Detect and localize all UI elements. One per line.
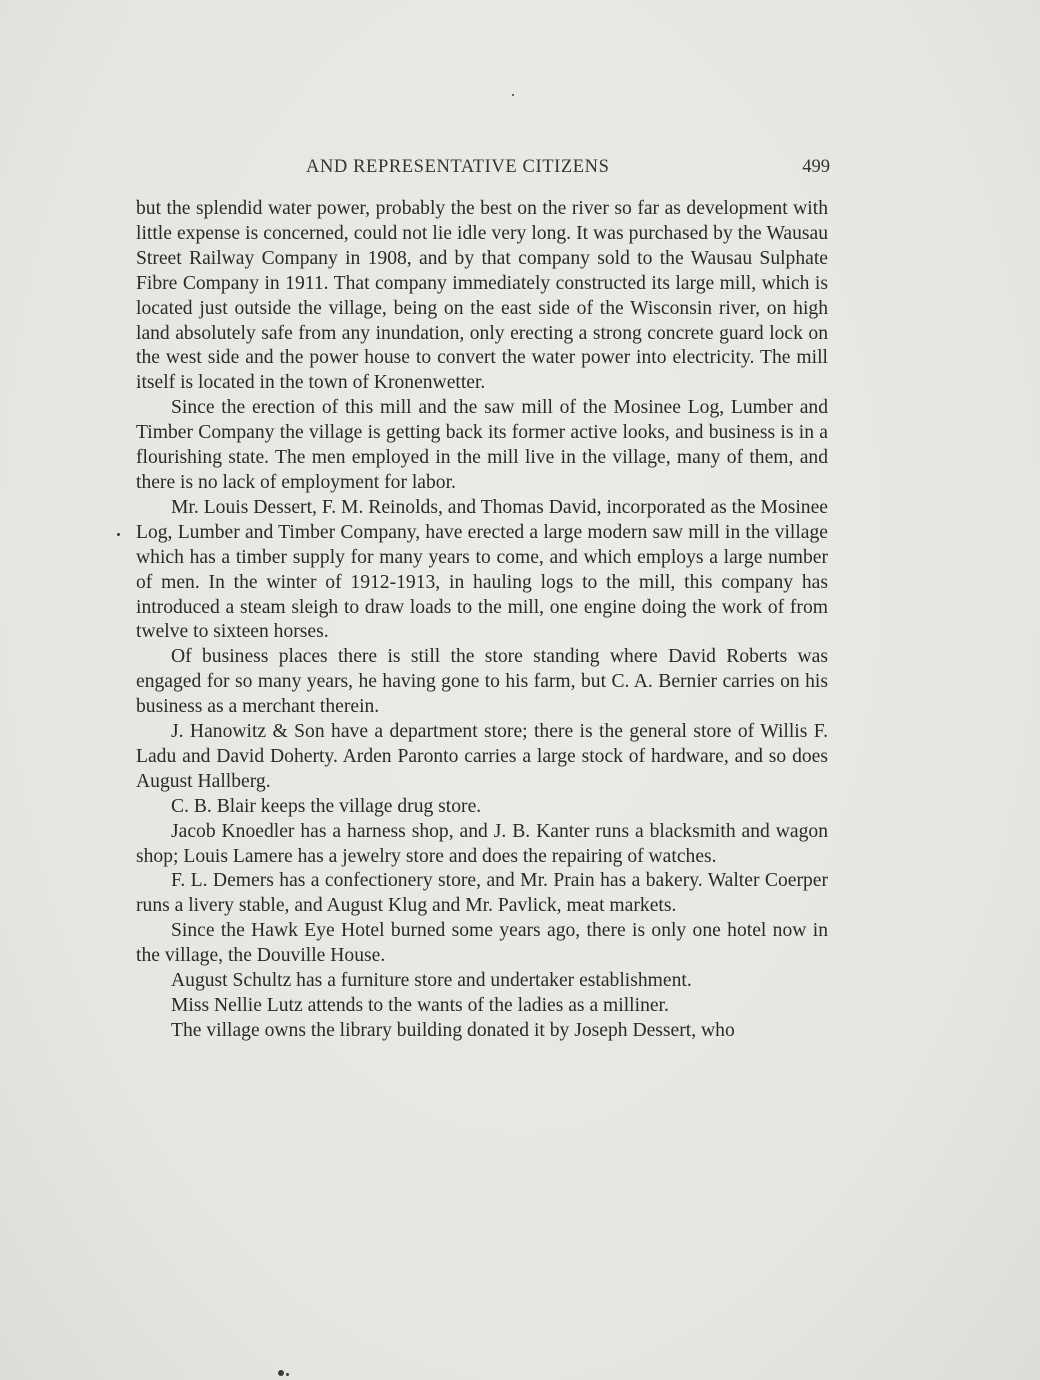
ink-speck [286,1373,289,1376]
paragraph-business-places: Of business places there is still the store standing where David Roberts was engaged for so many years, he having gone to his farm, but C. A. Bernier carries on his business as a merchant therein. [136,646,828,718]
paragraph-stores: J. Hanowitz & Son have a department store; there is the general store of Willis F. Ladu and David Doherty. Arden Paronto carries a large stock of hardware, and so does August Hallberg. [136,721,828,792]
paragraph-confectionery: F. L. Demers has a confectionery store, and Mr. Prain has a bakery. Walter Coerper runs a livery stable, and August Klug and Mr. Pavlick, meat markets. [136,870,828,917]
paragraph-library: The village owns the library building donated it by Joseph Dessert, who [171,1019,735,1041]
paragraph-harness-shop: Jacob Knoedler has a harness shop, and J. B. Kanter runs a blacksmith and wagon shop; Louis Lamere has a jewelry store and does the repairing of watches. [136,820,828,867]
paragraph-drug-store: C. B. Blair keeps the village drug store. [171,795,482,817]
paragraph-furniture-store: August Schultz has a furniture store and undertaker establishment. [171,970,692,992]
paragraph-milliner: Miss Nellie Lutz attends to the wants of the ladies as a milliner. [171,995,669,1016]
ink-speck [512,94,514,96]
paragraph-village-revival: Since the erection of this mill and the saw mill of the Mosinee Log, Lumber and Timber Company the village is getting back its former active looks, and business is in a flourishing state. The men employed in the mill live in the village, many of them, and there is no lack of employment for labor. [136,397,828,493]
paragraph-water-power: but the splendid water power, probably the best on the river so far as development with little expense is concerned, could not lie idle very long. It was purchased by the Wausau Street Railway Company in 1908, and by that company sold to the Wausau Sulphate Fibre Company in 1911. That company immediately constructed its large mill, which is located just outside the village, being on the east side of the Wisconsin river, on high land absolutely safe from any inundation, only erecting a strong concrete guard lock on the west side and the power house to convert the water power into electricity. The mill itself is located in the town of Kronenwetter. [136,198,828,394]
body-text [136,197,828,1044]
page-number: 499 [802,157,830,177]
ink-speck [278,1370,284,1376]
paragraph-saw-mill: Mr. Louis Dessert, F. M. Reinolds, and Thomas David, incorporated as the Mosinee Log, Lumber and Timber Company, have erected a large modern saw mill in the village which has a timber supply for many years to come, and which employs a large number of men. In the winter of 1912-1913, in hauling logs to the mill, this company has introduced a steam sleigh to draw loads to the mill, one engine doing the work of from twelve to sixteen horses. [136,496,828,643]
ink-speck [117,533,120,536]
running-head [136,157,830,183]
running-title: AND REPRESENTATIVE CITIZENS [306,157,610,177]
paragraph-hotel: Since the Hawk Eye Hotel burned some years ago, there is only one hotel now in the village, the Douville House. [136,920,828,967]
